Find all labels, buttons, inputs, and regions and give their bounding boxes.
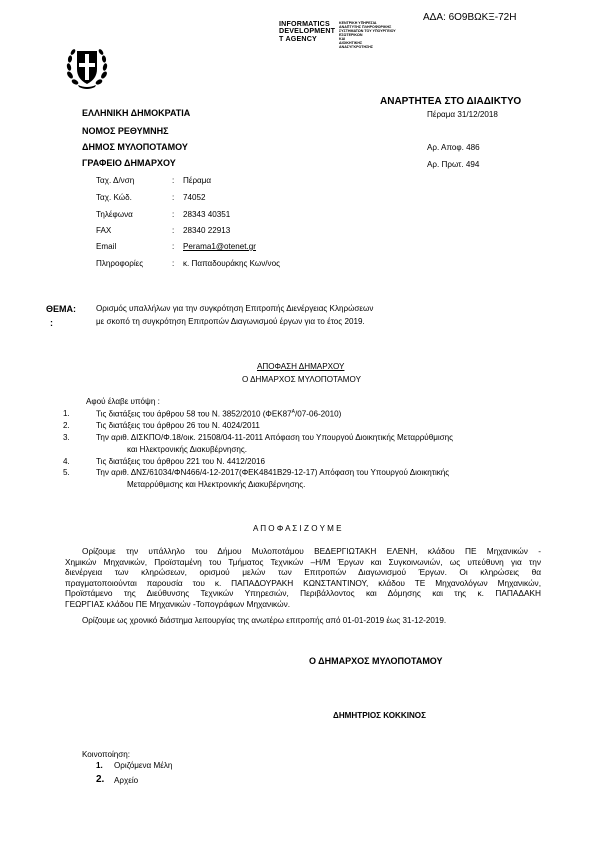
contact-value: 28340 22913: [183, 226, 231, 235]
ida-logo-gr-6: ΔΙΟΙΚΗΤΙΚΗΣ: [339, 41, 363, 45]
contact-label: Email: [96, 242, 117, 251]
term-line: Ορίζουμε ως χρονικό διάστημα λειτουργίας της ανωτέρω επιτροπής από 01-01-2019 έως 31-12-2019.: [82, 616, 447, 625]
consideration-text: Τις διατάξεις του άρθρου 26 του Ν. 4024/2011: [96, 421, 260, 430]
considering-intro: Αφού έλαβε υπόψη :: [86, 397, 160, 406]
ida-logo-gr-5: ΚΑΙ: [339, 37, 346, 41]
body-line: Ορίζουμε την υπάλληλο του Δήμου Μυλοποτάμου ΒΕΔΕΡΓΙΩΤΑΚΗ ΕΛΕΝΗ, κλάδου ΠΕ Μηχανικών -: [82, 546, 541, 556]
body-line: ΓΕΩΡΓΙΑΣ κλάδου ΠΕ Μηχανικών -Τοπογράφων Μηχανικών.: [65, 598, 291, 609]
notification-number: 2.: [96, 774, 105, 785]
consideration-text: Την αριθ. ΔΝΣ/61034/ΦΝ466/4-12-2017(ΦΕΚ4841Β29-12-17) Απόφαση του Υπουργού Διοικητικής: [96, 468, 450, 477]
contact-sep: :: [172, 242, 175, 251]
contact-value: Πέραμα: [183, 176, 212, 185]
issuer-line-4: ΓΡΑΦΕΙΟ ΔΗΜΑΡΧΟΥ: [82, 158, 176, 168]
ida-logo-line-2: DEVELOPMENT: [279, 27, 336, 36]
email-link[interactable]: Perama1@otenet.gr: [183, 242, 257, 251]
consideration-text-cont: και Ηλεκτρονικής Διακυβέρνησης.: [127, 445, 248, 454]
ida-logo-line-3: T AGENCY: [279, 34, 317, 43]
consideration-text-after: /07-06-2010): [295, 409, 342, 419]
contact-value: 28343 40351: [183, 210, 231, 219]
greek-coat-of-arms-icon: [66, 45, 108, 89]
notification-item: Οριζόμενα Μέλη: [114, 761, 173, 770]
consideration-superscript: Α: [291, 409, 295, 415]
ida-logo-gr-4: ΕΣΩΤΕΡΙΚΩΝ: [339, 33, 363, 37]
contact-sep: :: [172, 176, 175, 185]
contact-label: FAX: [96, 226, 112, 235]
contact-label: Ταχ. Κώδ.: [96, 193, 132, 202]
consideration-text: Την αριθ. ΔΙΣΚΠΟ/Φ.18/οικ. 21508/04-11-2011 Απόφαση του Υπουργού Διοικητικής Μεταρρύθμισης: [96, 433, 454, 442]
decision-number: Αρ. Αποφ. 486: [427, 143, 480, 152]
contact-value: 74052: [183, 193, 206, 202]
consideration-text: Τις διατάξεις του άρθρου 221 του Ν. 4412/2016: [96, 457, 265, 466]
mayor-name: ΔΗΜΗΤΡΙΟΣ ΚΟΚΚΙΝΟΣ: [333, 711, 426, 720]
notification-number: 1.: [96, 761, 103, 770]
notification-item: Αρχείο: [114, 776, 139, 785]
contact-sep: :: [172, 259, 175, 268]
decision-title: ΑΠΟΦΑΣΗ ΔΗΜΑΡΧΟΥ: [257, 362, 345, 371]
subject-colon: :: [50, 318, 53, 328]
body-line: πραγματοποιούνται παρουσία του κ. ΠΑΠΑΔΟΥΡΑΚΗ ΚΩΝΣΤΑΝΤΙΝΟΥ, κλάδου ΤΕ Μηχανολόγων Μηχανικών,: [65, 577, 541, 588]
subject-line-2: με σκοπό τη συγκρότηση Επιτροπών Διαγωνισμού έργων για το έτος 2019.: [96, 317, 365, 326]
ida-logo-line-1: INFORMATICS: [279, 20, 330, 28]
notification-label: Κοινοποίηση:: [82, 750, 131, 759]
contact-label: Τηλέφωνα: [96, 210, 133, 219]
consideration-number: 5.: [63, 468, 70, 477]
protocol-number: Αρ. Πρωτ. 494: [427, 160, 480, 169]
place-date: Πέραμα 31/12/2018: [427, 110, 498, 119]
body-line: Προϊστάμενο της Διεύθυνσης Τεχνικών Υπηρεσιών, Περιβάλλοντος και Δόμησης και της κ. ΠΑΠΑΔΑΚΗ: [65, 588, 541, 599]
contact-label: Πληροφορίες: [96, 259, 144, 268]
issuer-line-1: ΕΛΛΗΝΙΚΗ ΔΗΜΟΚΡΑΤΙΑ: [82, 108, 191, 118]
contact-sep: :: [172, 193, 175, 202]
decision-subtitle: Ο ΔΗΜΑΡΧΟΣ ΜΥΛΟΠΟΤΑΜΟΥ: [242, 375, 361, 384]
consideration-item: [96, 409, 341, 419]
contact-value: κ. Παπαδουράκης Κων/νος: [183, 259, 280, 268]
contact-sep: :: [172, 226, 175, 235]
ada-number: ΑΔΑ: 6Ο9ΒΩΚΞ-72Η: [423, 12, 517, 23]
consideration-number: 2.: [63, 421, 70, 430]
consideration-number: 3.: [63, 433, 70, 442]
consideration-number: 1.: [63, 409, 70, 418]
posting-notice: ΑΝΑΡΤΗΤΕΑ ΣΤΟ ΔΙΑΔΙΚΤΥΟ: [380, 96, 522, 107]
body-line: διενέργεια των κληρώσεων, ορισμού μελών των Επιτροπών Διαγωνισμού Έργων. Οι κληρώσεις θα: [65, 567, 541, 578]
body-line: Χημικών Μηχανικών, Προϊσταμένη του Τμήματος Τεχνικών –Η/Μ Έργων και Συγκοινωνιών, ως υπεύθυνη για την: [65, 556, 541, 567]
contact-label: Ταχ. Δ/νση: [96, 176, 135, 185]
contact-sep: :: [172, 210, 175, 219]
decide-heading: Α Π Ο Φ Α Σ Ι Ζ Ο Υ Μ Ε: [253, 524, 342, 533]
ida-logo-gr-2: ΑΝΑΠΤΥΞΗΣ ΠΛΗΡΟΦΟΡΙΚΗΣ: [339, 25, 392, 29]
ida-logo-gr-7: ΑΝΑΣΥΓΚΡΟΤΗΣΗΣ: [339, 45, 373, 49]
ida-logo-gr-3: ΣΥΣΤΗΜΑΤΩΝ ΤΟΥ ΥΠΟΥΡΓΕΙΟΥ: [339, 29, 396, 33]
mayor-title: Ο ΔΗΜΑΡΧΟΣ ΜΥΛΟΠΟΤΑΜΟΥ: [309, 656, 443, 666]
issuer-line-3: ΔΗΜΟΣ ΜΥΛΟΠΟΤΑΜΟΥ: [82, 142, 188, 152]
decision-body: [65, 546, 541, 610]
consideration-text-cont: Μεταρρύθμισης και Ηλεκτρονικής Διακυβέρνησης.: [127, 480, 306, 489]
consideration-number: 4.: [63, 457, 70, 466]
ida-logo-gr-1: ΚΕΝΤΡΙΚΗ ΥΠΗΡΕΣΙΑ: [339, 21, 377, 25]
consideration-text: Τις διατάξεις του άρθρου 58 του Ν. 3852/2010 (ΦΕΚ87: [96, 409, 292, 419]
subject-label: ΘΕΜΑ:: [46, 304, 76, 314]
subject-line-1: Ορισμός υπαλλήλων για την συγκρότηση Επιτροπής Διενέργειας Κληρώσεων: [96, 304, 374, 313]
issuer-line-2: ΝΟΜΟΣ ΡΕΘΥΜΝΗΣ: [82, 126, 169, 136]
